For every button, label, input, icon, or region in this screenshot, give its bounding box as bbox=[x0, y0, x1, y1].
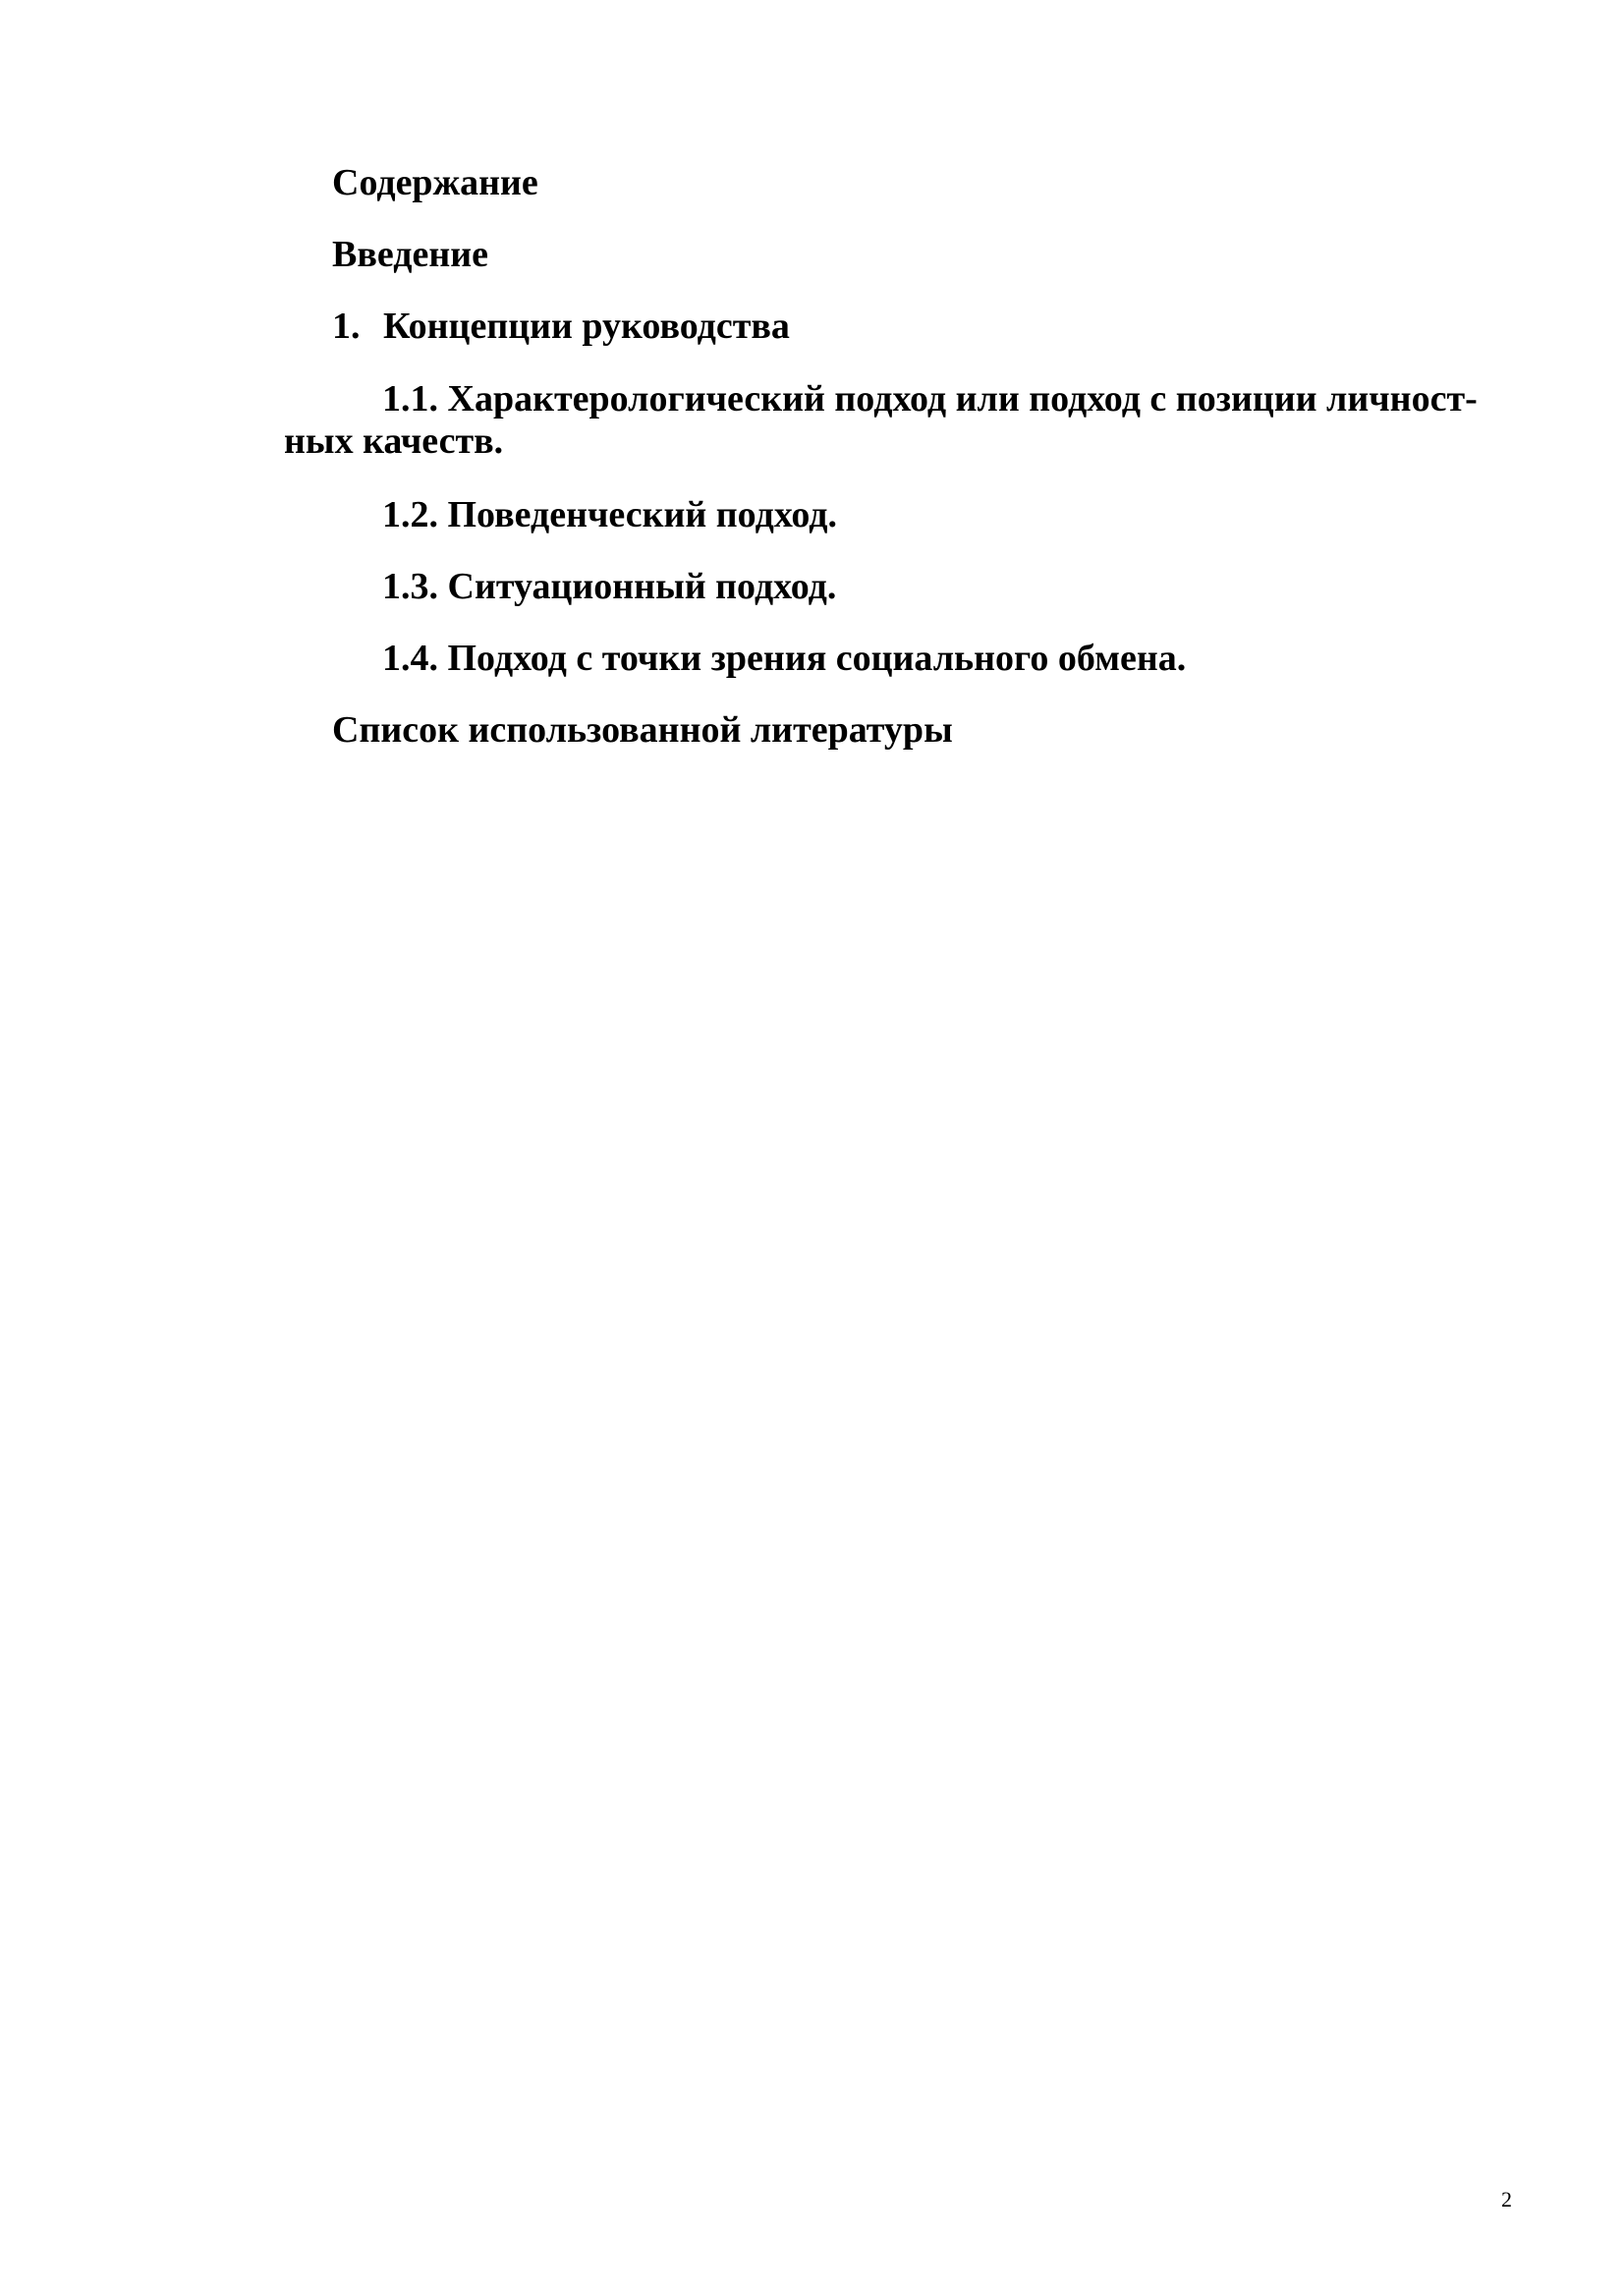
toc-item-introduction: Введение bbox=[332, 234, 488, 275]
toc-item-section-1-3: 1.3. Ситуационный подход. bbox=[382, 566, 837, 607]
page-number: 2 bbox=[1501, 2187, 1512, 2211]
toc-item-references: Список использованной литературы bbox=[332, 709, 953, 751]
toc-item-section-1-4: 1.4. Подход с точки зрения социального обмена. bbox=[382, 638, 1187, 679]
toc-item-section-1-1-line-1: 1.1. Характерологический подход или подход с позиции личност- bbox=[382, 378, 1478, 420]
toc-heading: Содержание bbox=[332, 162, 538, 203]
toc-item-section-1-2: 1.2. Поведенческий подход. bbox=[382, 494, 837, 535]
chapter-1-number: 1. bbox=[332, 306, 361, 347]
toc-item-section-1-1-line-2: ных качеств. bbox=[284, 420, 504, 462]
chapter-1-title: Концепции руководства bbox=[383, 306, 790, 347]
toc-item-chapter-1 bbox=[332, 304, 790, 349]
